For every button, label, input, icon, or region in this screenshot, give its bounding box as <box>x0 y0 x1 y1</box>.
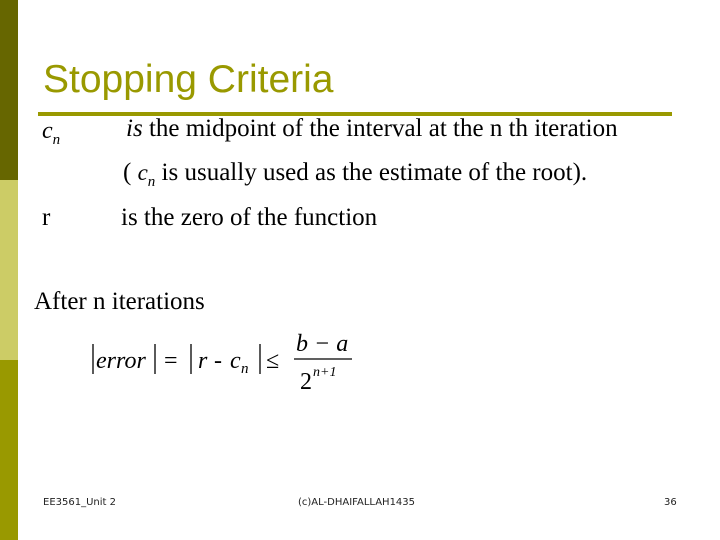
footer-copyright: (c)AL-DHAIFALLAH1435 <box>298 497 416 508</box>
footer-page-number: 36 <box>664 497 677 508</box>
formula-error: error <box>96 348 146 374</box>
formula-numerator: b − a <box>296 331 349 357</box>
def1-note-open: ( <box>123 159 132 186</box>
slide-title: Stopping Criteria <box>43 58 334 101</box>
def1-symbol <box>42 119 60 148</box>
def1-symbol-sub: n <box>52 132 61 148</box>
def1-note <box>123 160 587 190</box>
sidebar-bar-middle <box>0 180 18 360</box>
def1-text: the midpoint of the interval at the n th iteration <box>142 115 618 142</box>
def1-line <box>126 116 618 141</box>
formula-le: ≤ <box>266 348 280 374</box>
def2-text: is the zero of the function <box>121 204 378 231</box>
sidebar-bar-top <box>0 0 18 180</box>
formula-c-sub: n <box>241 361 249 377</box>
formula-equals: = <box>164 348 178 374</box>
error-bound-formula <box>90 326 370 396</box>
def2-symbol: r <box>42 204 51 231</box>
sidebar-bar-bottom <box>0 360 18 540</box>
formula-minus: - <box>214 348 222 374</box>
after-iterations-text: After n iterations <box>34 288 205 315</box>
formula-c: c <box>230 348 241 374</box>
def1-note-symbol-sub: n <box>147 174 156 190</box>
def1-note-symbol-base: c <box>137 160 148 185</box>
formula-r: r <box>198 348 208 374</box>
def1-is: is <box>126 115 143 142</box>
formula-denom-base: 2 <box>300 369 312 395</box>
footer-course: EE3561_Unit 2 <box>43 497 116 508</box>
formula-denom-exp: n+1 <box>313 365 337 380</box>
def1-note-text: is usually used as the estimate of the root). <box>161 159 588 186</box>
def1-symbol-base: c <box>42 118 53 144</box>
def1-note-symbol <box>137 160 156 190</box>
